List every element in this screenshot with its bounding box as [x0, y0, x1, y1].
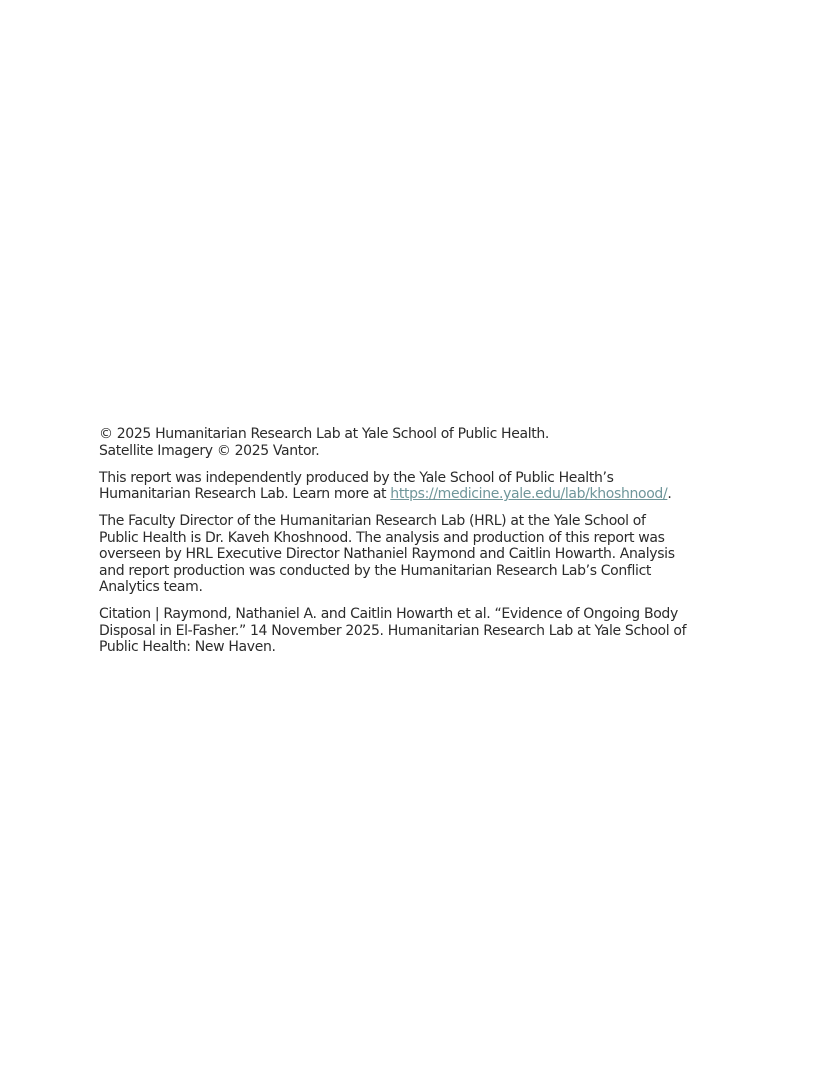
about-line-with-link [99, 486, 739, 503]
about-paragraph [99, 470, 739, 503]
credits-line: Public Health is Dr. Kaveh Khoshnood. The analysis and production of this report was [99, 529, 665, 546]
credits-line: and report production was conducted by the Humanitarian Research Lab’s Conflict [99, 562, 652, 579]
credits-paragraph [99, 513, 739, 596]
about-line-prefix: Humanitarian Research Lab. Learn more at [99, 486, 391, 502]
citation-line: Public Health: New Haven. [99, 639, 276, 655]
about-line: This report was independently produced by the Yale School of Public Health’s [99, 469, 614, 486]
citation-line: Disposal in El-Fasher.” 14 November 2025. Humanitarian Research Lab at Yale School of [99, 622, 687, 639]
credits-line: The Faculty Director of the Humanitarian Research Lab (HRL) at the Yale School of [99, 513, 646, 529]
lab-website-link[interactable]: https://medicine.yale.edu/lab/khoshnood/ [390, 486, 668, 502]
citation-paragraph [99, 606, 739, 656]
imagery-credit-line: Satellite Imagery © 2025 Vantor. [99, 442, 320, 459]
about-line-suffix: . [667, 486, 672, 502]
copyright-line: © 2025 Humanitarian Research Lab at Yale School of Public Health. [99, 426, 550, 442]
credits-line: Analytics team. [99, 579, 203, 595]
citation-line: Citation | Raymond, Nathaniel A. and Caitlin Howarth et al. “Evidence of Ongoing Body [99, 606, 678, 622]
colophon-block [99, 426, 739, 666]
copyright-notice [99, 426, 739, 459]
credits-line: overseen by HRL Executive Director Nathaniel Raymond and Caitlin Howarth. Analysis [99, 546, 675, 562]
